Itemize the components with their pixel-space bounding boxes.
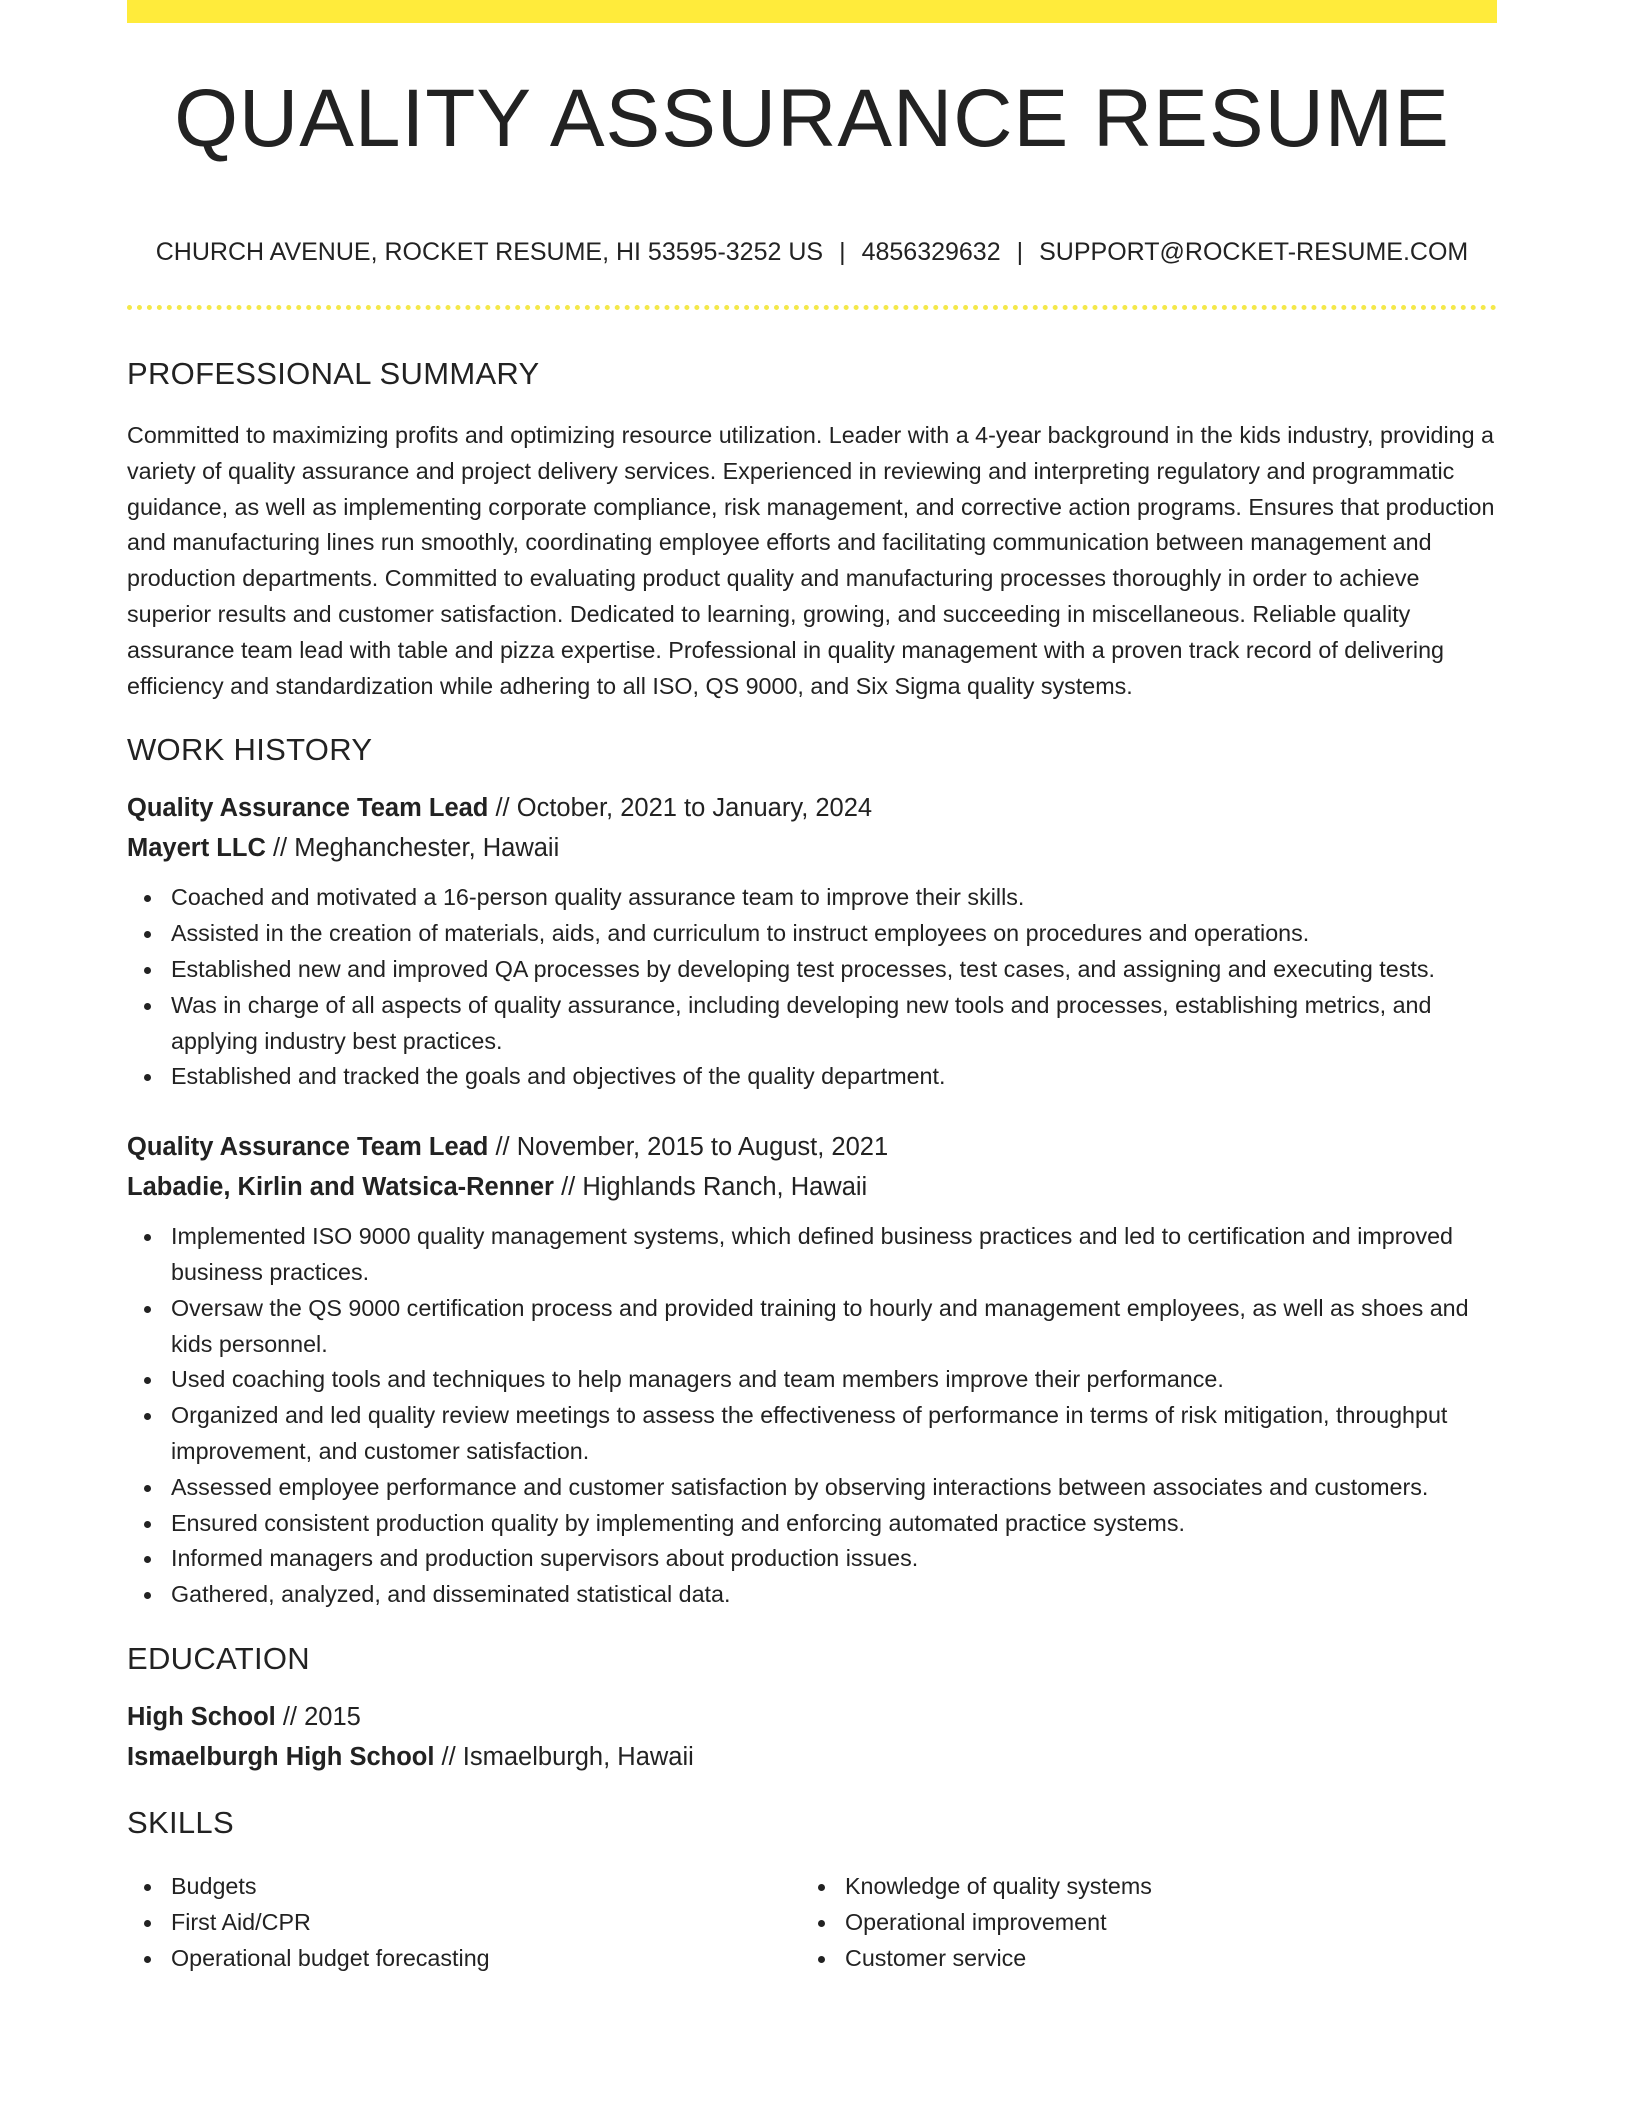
resume-page bbox=[127, 0, 1497, 2112]
top-accent-bar bbox=[127, 0, 1497, 23]
list-item: First Aid/CPR bbox=[127, 1905, 801, 1941]
contact-separator: | bbox=[1016, 238, 1024, 266]
job-dates: // November, 2015 to August, 2021 bbox=[488, 1133, 889, 1162]
list-item: Established and tracked the goals and objectives of the quality department. bbox=[127, 1059, 1497, 1095]
job-title-line bbox=[127, 1127, 1497, 1167]
job-role: Quality Assurance Team Lead bbox=[127, 1133, 489, 1162]
job-location: // Meghanchester, Hawaii bbox=[265, 834, 560, 863]
job-bullets bbox=[127, 880, 1497, 1095]
list-item: Implemented ISO 9000 quality management systems, which defined business practices and led to certification and improved business practices. bbox=[127, 1219, 1497, 1291]
contact-email: SUPPORT@ROCKET-RESUME.COM bbox=[1039, 238, 1469, 266]
list-item: Gathered, analyzed, and disseminated statistical data. bbox=[127, 1577, 1497, 1613]
contact-separator: | bbox=[839, 238, 846, 266]
job-dates: // October, 2021 to January, 2024 bbox=[488, 794, 873, 823]
contact-line bbox=[127, 238, 1497, 267]
list-item: Budgets bbox=[127, 1869, 801, 1905]
list-item: Knowledge of quality systems bbox=[801, 1869, 1497, 1905]
job-entry bbox=[127, 1127, 1497, 1613]
summary-section bbox=[127, 354, 1497, 704]
summary-text: Committed to maximizing profits and optimizing resource utilization. Leader with a 4-year background in the kids industry, providing a variety of quality assurance and project delivery services. Experienced in reviewing and interpreting regulatory and programmatic guidance, as well as implementing corporate compliance, risk management, and corrective action programs. Ensures that production and manufacturing lines run smoothly, coordinating employee efforts and facilitating communication between management and production departments. Committed to evaluating product quality and manufacturing processes thoroughly in order to achieve superior results and customer satisfaction. Dedicated to learning, growing, and succeeding in miscellaneous. Reliable quality assurance team lead with table and pizza expertise. Professional in quality management with a proven track record of delivering efficiency and standardization while adhering to all ISO, QS 9000, and Six Sigma quality systems. bbox=[127, 422, 1495, 699]
education-year: // 2015 bbox=[275, 1702, 361, 1731]
skills-columns bbox=[127, 1857, 1497, 1976]
summary-heading: PROFESSIONAL SUMMARY bbox=[127, 356, 540, 391]
list-item: Was in charge of all aspects of quality assurance, including developing new tools and processes, establishing metrics, and applying industry best practices. bbox=[127, 988, 1497, 1060]
job-company: Mayert LLC bbox=[127, 834, 266, 863]
work-history-heading: WORK HISTORY bbox=[127, 732, 373, 768]
resume-body bbox=[127, 354, 1497, 1976]
skills-list-right bbox=[801, 1869, 1497, 1976]
education-location: // Ismaelburgh, Hawaii bbox=[434, 1742, 694, 1771]
job-title-line bbox=[127, 788, 1497, 828]
job-role: Quality Assurance Team Lead bbox=[127, 794, 489, 823]
skills-heading: SKILLS bbox=[127, 1804, 234, 1840]
dotted-divider bbox=[127, 305, 1497, 310]
list-item: Informed managers and production supervisors about production issues. bbox=[127, 1541, 1497, 1577]
job-company-line bbox=[127, 828, 1497, 868]
list-item: Operational improvement bbox=[801, 1905, 1497, 1941]
job-company-line bbox=[127, 1167, 1497, 1207]
list-item: Organized and led quality review meetings to assess the effectiveness of performance in terms of risk mitigation, throughput improvement, and customer satisfaction. bbox=[127, 1398, 1497, 1470]
education-degree-line bbox=[127, 1697, 1497, 1737]
list-item: Used coaching tools and techniques to help managers and team members improve their performance. bbox=[127, 1362, 1497, 1398]
education-degree: High School bbox=[127, 1702, 276, 1731]
work-history-section bbox=[127, 730, 1497, 1613]
list-item: Assisted in the creation of materials, aids, and curriculum to instruct employees on procedures and operations. bbox=[127, 916, 1497, 952]
list-item: Customer service bbox=[801, 1941, 1497, 1977]
education-section bbox=[127, 1639, 1497, 1777]
skills-section bbox=[127, 1803, 1497, 1976]
education-school-line bbox=[127, 1737, 1497, 1777]
list-item: Established new and improved QA processes by developing test processes, test cases, and assigning and executing tests. bbox=[127, 952, 1497, 988]
job-company: Labadie, Kirlin and Watsica-Renner bbox=[127, 1173, 554, 1202]
skills-list-left bbox=[127, 1869, 801, 1976]
job-entry bbox=[127, 788, 1497, 1095]
job-location: // Highlands Ranch, Hawaii bbox=[553, 1173, 868, 1202]
contact-phone: 4856329632 bbox=[861, 238, 1001, 266]
list-item: Operational budget forecasting bbox=[127, 1941, 801, 1977]
job-bullets bbox=[127, 1219, 1497, 1613]
list-item: Coached and motivated a 16-person quality assurance team to improve their skills. bbox=[127, 880, 1497, 916]
list-item: Ensured consistent production quality by implementing and enforcing automated practice systems. bbox=[127, 1506, 1497, 1542]
education-school: Ismaelburgh High School bbox=[127, 1742, 435, 1771]
list-item: Assessed employee performance and customer satisfaction by observing interactions between associates and customers. bbox=[127, 1470, 1497, 1506]
contact-address: CHURCH AVENUE, ROCKET RESUME, HI 53595-3252 US bbox=[155, 238, 824, 266]
resume-title: QUALITY ASSURANCE RESUME bbox=[174, 73, 1450, 164]
education-heading: EDUCATION bbox=[127, 1640, 310, 1676]
list-item: Oversaw the QS 9000 certification process and provided training to hourly and management employees, as well as shoes and kids personnel. bbox=[127, 1291, 1497, 1363]
